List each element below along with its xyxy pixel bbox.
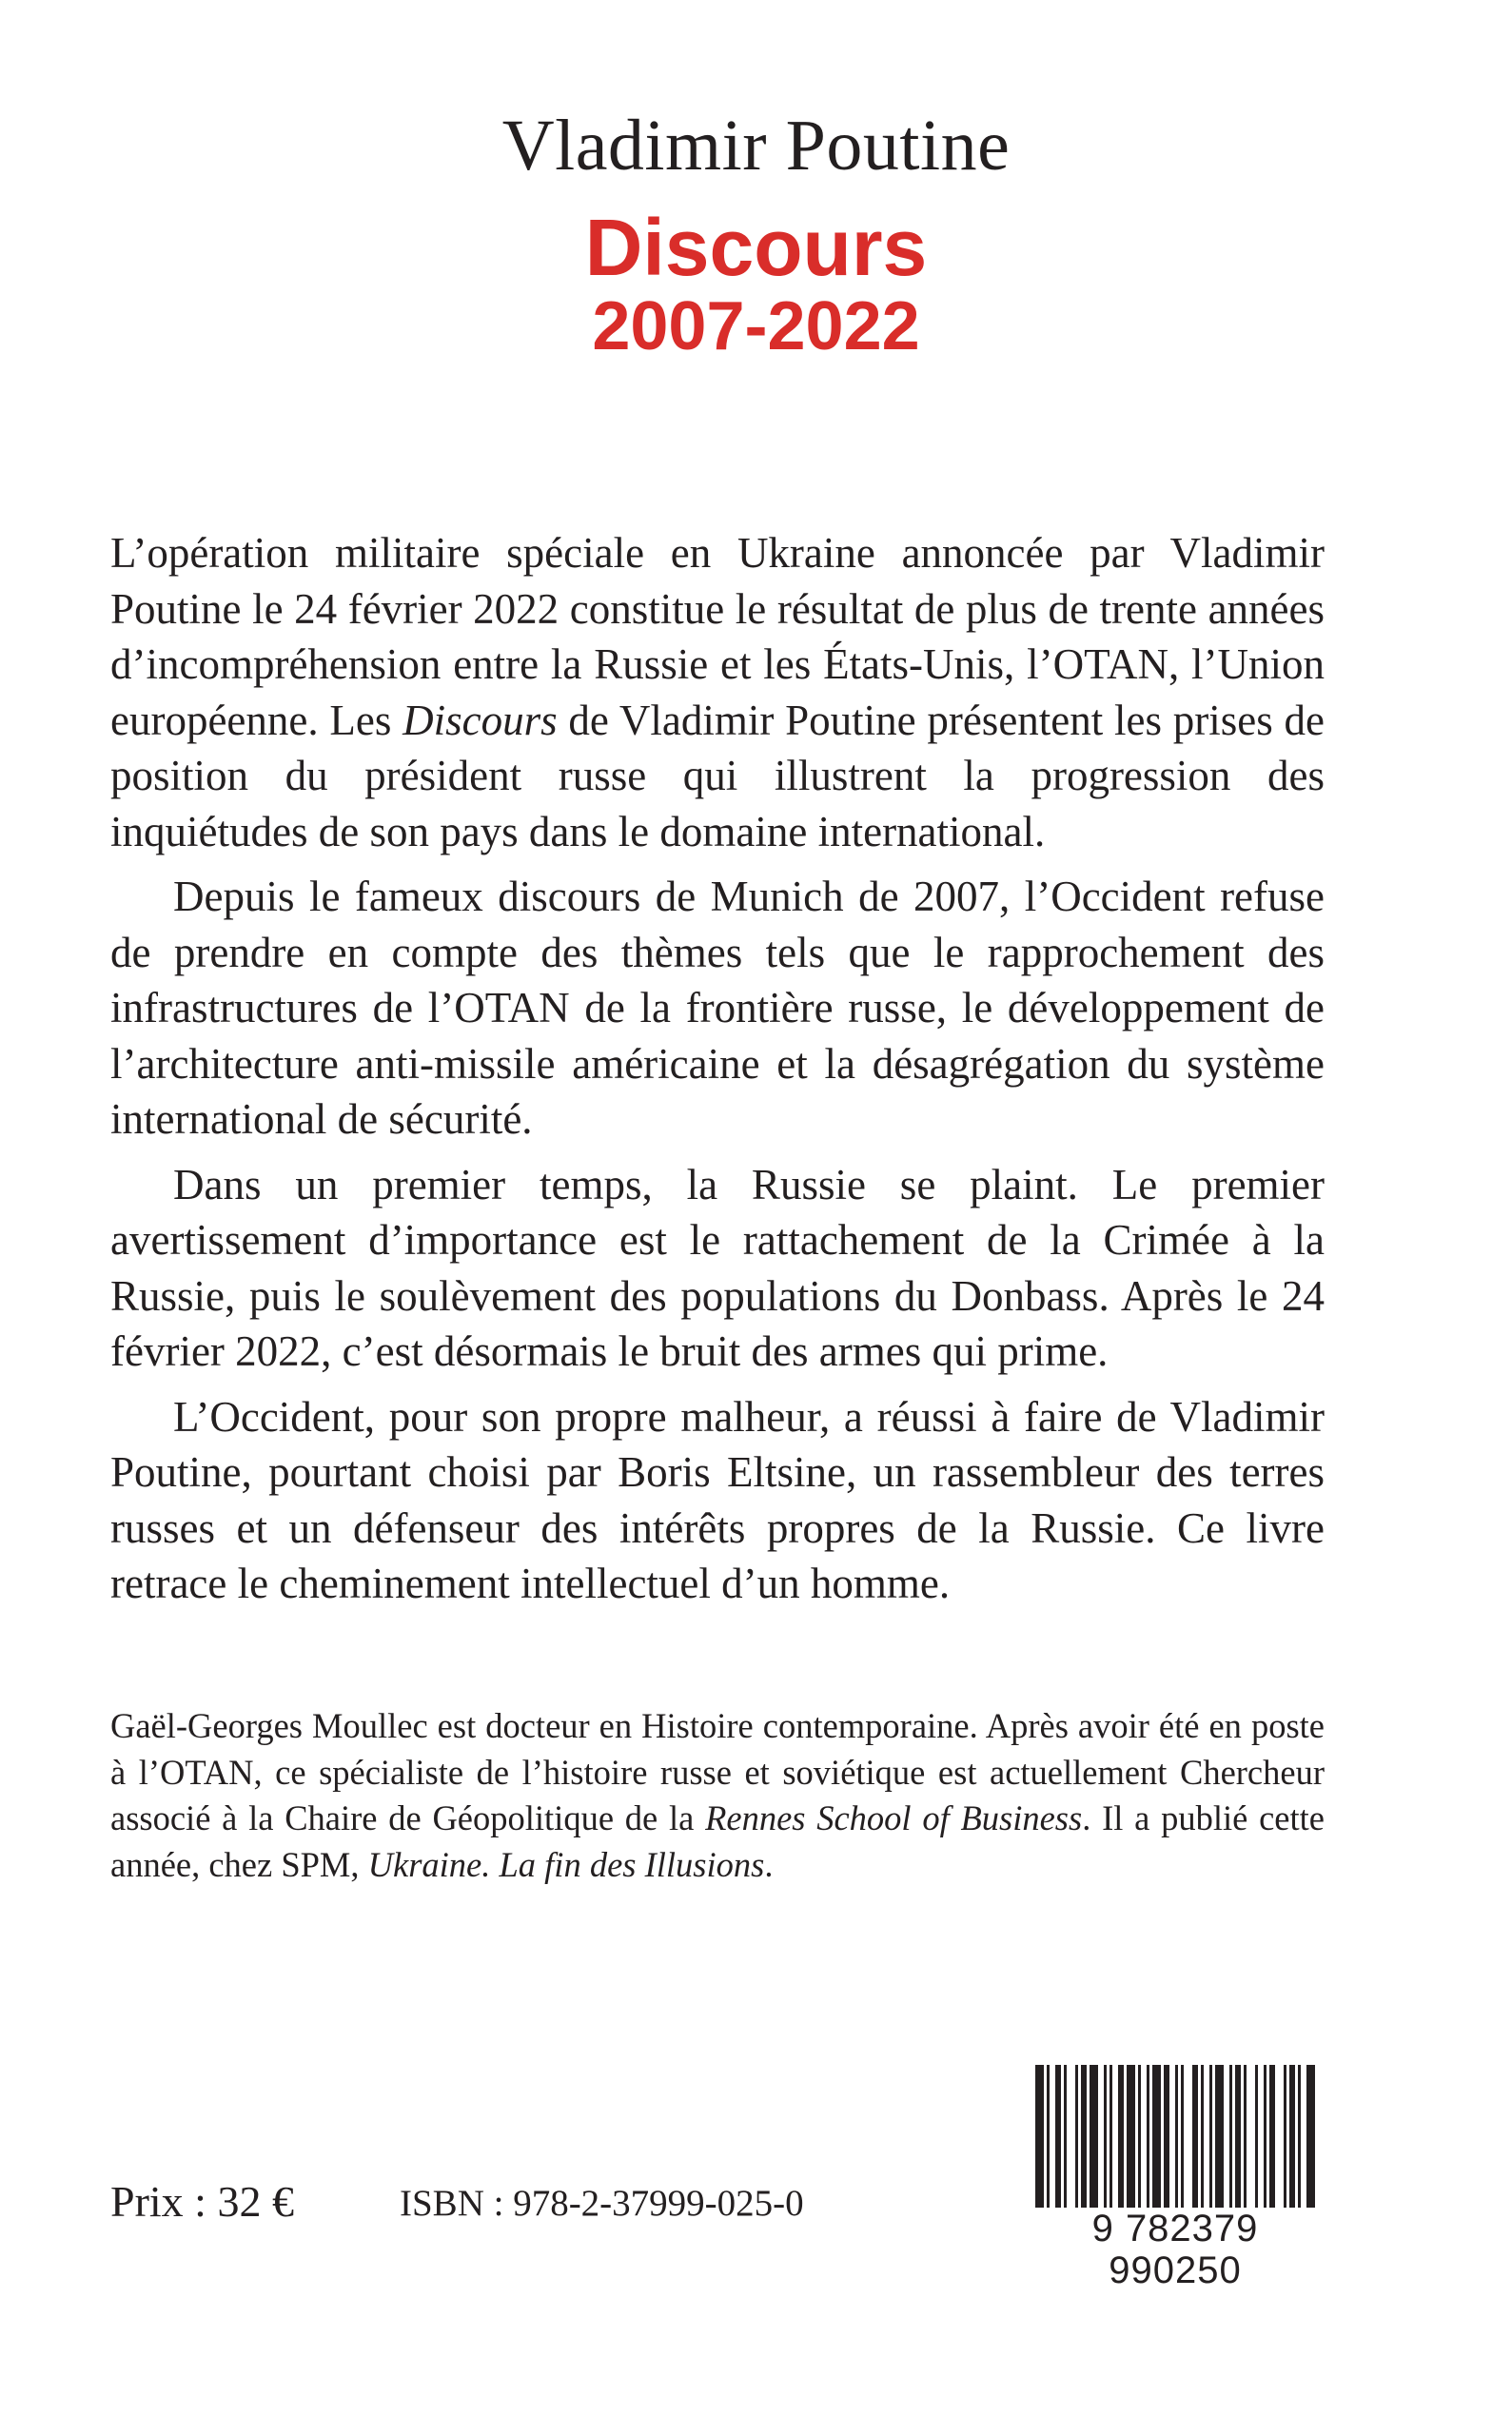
book-title: Discours (584, 203, 928, 292)
barcode-bar (1284, 2065, 1286, 2208)
barcode-bar (1127, 2065, 1135, 2208)
barcode-bar (1181, 2065, 1184, 2208)
barcode-bar (1090, 2065, 1098, 2208)
blurb-p1-emphasis: Discours (403, 696, 558, 744)
barcode-bar (1064, 2065, 1067, 2208)
barcode-bar (1229, 2065, 1232, 2208)
barcode-bar (1109, 2065, 1112, 2208)
book-years: 2007-2022 (592, 288, 920, 364)
barcode-bar (1152, 2065, 1161, 2208)
barcode-bar (1175, 2065, 1178, 2208)
blurb-paragraph-2: Depuis le fameux discours de Munich de 2007, l’Occident refuse de prendre en compte des thèmes tels que le rapprochement des infrastructures de l’OTAN de la frontière russe, le développement de l’architecture anti-missile américaine et la désagrégation du système international de sécurité. (110, 873, 1325, 1143)
bio-text-2: . Il a publié cette année, chez SPM, (110, 1798, 1325, 1884)
barcode-bar (1147, 2065, 1149, 2208)
barcode-bar (1118, 2065, 1124, 2208)
blurb-p1-start: L’opération militaire spéciale en Ukraine annoncée par Vladimir Poutine le 24 février 2022 constitue le résultat de plus de trente années d’incompréhension entre la Russie et les États-Unis, l’OTAN, l’Union européenne. Les (110, 529, 1325, 744)
barcode-bar (1298, 2065, 1301, 2208)
blurb-paragraph-1 (110, 525, 1325, 859)
barcode-bar (1081, 2065, 1087, 2208)
barcode-bar (1055, 2065, 1061, 2208)
barcode-bar (1164, 2065, 1169, 2208)
barcode-bar (1201, 2065, 1204, 2208)
barcode-bar (1075, 2065, 1078, 2208)
barcode-bars (1028, 2065, 1323, 2208)
blurb (110, 525, 1325, 1621)
bio-text-1: Gaël-Georges Moullec est docteur en Histoire contemporaine. Après avoir été en poste à l’OTAN, ce spécialiste de l’histoire russe et soviétique est actuellement Chercheur associé à la Chaire de Géopolitique de la (110, 1706, 1325, 1837)
bio-school: Rennes School of Business (705, 1798, 1083, 1837)
barcode-bar (1209, 2065, 1212, 2208)
author-bio (110, 1703, 1325, 1888)
barcode-bar (1235, 2065, 1241, 2208)
bio-text-3: . (764, 1844, 774, 1884)
bio-paragraph (110, 1703, 1325, 1888)
barcode-bar (1306, 2065, 1315, 2208)
barcode-bar (1192, 2065, 1198, 2208)
barcode-digits: 9 782379 990250 (1091, 2208, 1259, 2291)
isbn: ISBN : 978-2-37999-025-0 (400, 2183, 804, 2224)
blurb-paragraph-4: L’Occident, pour son propre malheur, a réussi à faire de Vladimir Poutine, pourtant choisi par Boris Eltsine, un rassembleur des terres russes et un défenseur des intérêts propres de la Russie. Ce livre retrace le cheminement intellectuel d’un homme. (110, 1392, 1325, 1607)
barcode-bar (1264, 2065, 1267, 2208)
barcode-bar (1289, 2065, 1295, 2208)
bio-book-title: Ukraine. La fin des Illusions (367, 1844, 765, 1884)
barcode-bar (1215, 2065, 1224, 2208)
blurb-p1-end: de Vladimir Poutine présentent les prises de position du président russe qui illustrent la progression des inquiétudes de son pays dans le domaine international. (110, 696, 1325, 855)
barcode-bar (1047, 2065, 1050, 2208)
barcode (1028, 2065, 1323, 2291)
price: Prix : 32 € (110, 2177, 294, 2226)
barcode-bar (1035, 2065, 1044, 2208)
barcode-bar (1138, 2065, 1141, 2208)
barcode-bar (1255, 2065, 1258, 2208)
blurb-paragraph-3: Dans un premier temps, la Russie se plaint. Le premier avertissement d’importance est le rattachement de la Crimée à la Russie, puis le soulèvement des populations du Donbass. Après le 24 février 2022, c’est désormais le bruit des armes qui prime. (110, 1160, 1325, 1375)
barcode-bar (1104, 2065, 1107, 2208)
author-name: Vladimir Poutine (501, 106, 1011, 186)
barcode-bar (1269, 2065, 1275, 2208)
barcode-bar (1244, 2065, 1247, 2208)
